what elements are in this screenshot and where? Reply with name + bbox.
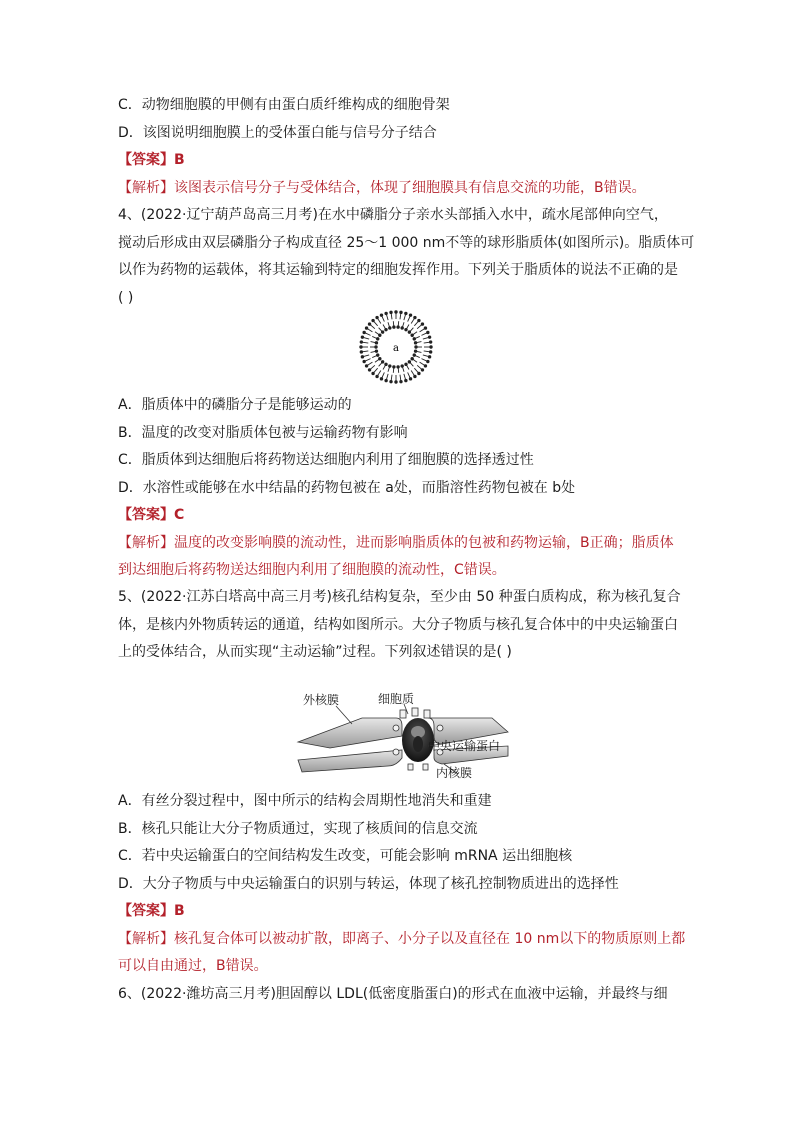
inner-phospholipid-head <box>375 349 378 352</box>
outer-phospholipid-head <box>426 360 429 363</box>
outer-phospholipid-head <box>384 379 387 382</box>
explanation-q4-line2: 到达细胞后将药物送达细胞内利用了细胞膜的流动性，C错误。 <box>118 562 506 578</box>
inner-phospholipid-head <box>414 341 417 344</box>
explanation-q5-line2: 可以自由通过，B错误。 <box>118 958 268 974</box>
question-5-line1: 5、(2022·江苏白塔高中高三月考)核孔结构复杂，至少由 50 种蛋白质构成，称为核孔复合 <box>118 589 681 605</box>
outer-phospholipid-head <box>362 360 365 363</box>
outer-phospholipid-head <box>428 355 431 358</box>
inner-phospholipid-head <box>404 363 407 366</box>
leader-outer-membrane <box>336 706 352 724</box>
inner-phospholipid-head <box>381 360 384 363</box>
option-c-q5: C．若中央运输蛋白的空间结构发生改变，可能会影响 mRNA 运出细胞核 <box>118 848 573 864</box>
outer-phospholipid-head <box>365 364 368 367</box>
outer-phospholipid-head <box>360 340 363 343</box>
option-a-q4: A．脂质体中的磷脂分子是能够运动的 <box>118 397 352 413</box>
question-5-line2: 体，是核内外物质转运的通道，结构如图所示。大分子物质与核孔复合体中的中央运输蛋白 <box>118 617 678 633</box>
label-cytoplasm: 细胞质 <box>378 692 415 706</box>
inner-phospholipid-head <box>400 364 403 367</box>
outer-phospholipid-head <box>368 368 371 371</box>
central-transport-protein <box>413 736 423 752</box>
inner-phospholipid-head <box>384 363 387 366</box>
outer-phospholipid-head <box>426 331 429 334</box>
outer-phospholipid-head <box>429 345 432 348</box>
inner-phospholipid-head <box>400 326 403 329</box>
inner-membrane-left <box>298 750 402 772</box>
inner-phospholipid-head <box>392 365 395 368</box>
inner-phospholipid-head <box>375 341 378 344</box>
outer-phospholipid-head <box>409 377 412 380</box>
outer-phospholipid-head <box>389 311 392 314</box>
outer-phospholipid-head <box>417 372 420 375</box>
inner-phospholipid-head <box>378 357 381 360</box>
option-d-q4: D．水溶性或能够在水中结晶的药物包被在 a处，而脂溶性药物包被在 b处 <box>118 480 576 496</box>
outer-phospholipid-head <box>389 380 392 383</box>
outer-phospholipid-head <box>375 375 378 378</box>
inner-phospholipid-head <box>404 328 407 331</box>
inner-phospholipid-head <box>408 330 411 333</box>
answer-q5: 【答案】B <box>118 903 185 919</box>
outer-phospholipid-head <box>380 377 383 380</box>
outer-phospholipid-head <box>380 313 383 316</box>
outer-phospholipid-head <box>359 345 362 348</box>
outer-phospholipid-head <box>360 350 363 353</box>
outer-phospholipid-head <box>421 322 424 325</box>
question-4-blank: ( ) <box>118 290 134 306</box>
inner-phospholipid-head <box>413 353 416 356</box>
option-c-q4: C．脂质体到达细胞后将药物送达细胞内利用了细胞膜的选择透过性 <box>118 452 534 468</box>
outer-phospholipid-head <box>429 340 432 343</box>
question-4-line2: 搅动后形成由双层磷脂分子构成直径 25～1 000 nm不等的球形脂质体(如图所示)。脂质体可 <box>118 235 695 251</box>
explanation-q3: 【解析】该图表示信号分子与受体结合，体现了细胞膜具有信息交流的功能，B错误。 <box>118 180 646 196</box>
inner-phospholipid-head <box>413 337 416 340</box>
outer-phospholipid-head <box>365 326 368 329</box>
label-central-transport-protein: 中央运输蛋白 <box>428 739 501 753</box>
outer-phospholipid-head <box>404 379 407 382</box>
outer-phospholipid-head <box>413 375 416 378</box>
option-a-q5: A．有丝分裂过程中，图中所示的结构会周期性地消失和重建 <box>118 793 492 809</box>
outer-phospholipid-head <box>409 313 412 316</box>
option-d-q3: D．该图说明细胞膜上的受体蛋白能与信号分子结合 <box>118 125 437 141</box>
outer-phospholipid-head <box>417 319 420 322</box>
outer-phospholipid-head <box>404 312 407 315</box>
outer-phospholipid-head <box>413 316 416 319</box>
question-4-line1: 4、(2022·辽宁葫芦岛高三月考)在水中磷脂分子亲水头部插入水中，疏水尾部伸向空气， <box>118 207 668 223</box>
outer-phospholipid-head <box>424 364 427 367</box>
inner-phospholipid-head <box>374 345 377 348</box>
inner-phospholipid-head <box>410 334 413 337</box>
inner-phospholipid-head <box>408 360 411 363</box>
inner-phospholipid-head <box>414 349 417 352</box>
outer-phospholipid-head <box>371 372 374 375</box>
outer-phospholipid-head <box>394 380 397 383</box>
question-5-line3: 上的受体结合，从而实现“主动运输”过程。下列叙述错误的是( ) <box>118 644 512 660</box>
outer-phospholipid-head <box>375 316 378 319</box>
liposome-label-a: a <box>393 343 399 354</box>
question-6-line1: 6、(2022·潍坊高三月考)胆固醇以 LDL(低密度脂蛋白)的形式在血液中运输，并最终与细 <box>118 986 668 1002</box>
outer-phospholipid-head <box>421 368 424 371</box>
inner-phospholipid-head <box>384 328 387 331</box>
outer-phospholipid-head <box>371 319 374 322</box>
answer-q3: 【答案】B <box>118 152 185 168</box>
inner-phospholipid-head <box>376 337 379 340</box>
question-4-line3: 以作为药物的运载体，将其运输到特定的细胞发挥作用。下列关于脂质体的说法不正确的是 <box>118 262 678 278</box>
outer-phospholipid-head <box>362 331 365 334</box>
outer-phospholipid-head <box>368 322 371 325</box>
option-c-q3: C．动物细胞膜的甲侧有由蛋白质纤维构成的细胞骨架 <box>118 97 450 113</box>
inner-phospholipid-head <box>414 345 417 348</box>
outer-membrane-left <box>298 718 402 748</box>
inner-phospholipid-head <box>388 326 391 329</box>
explanation-q5-line1: 【解析】核孔复合体可以被动扩散，即离子、小分子以及直径在 10 nm以下的物质原则上都 <box>118 931 686 947</box>
liposome-figure <box>358 309 434 385</box>
explanation-q4-line1: 【解析】温度的改变影响膜的流动性，进而影响脂质体的包被和药物运输，B正确；脂质体 <box>118 535 674 551</box>
inner-phospholipid-head <box>396 365 399 368</box>
outer-phospholipid-head <box>361 335 364 338</box>
outer-phospholipid-head <box>394 310 397 313</box>
inner-phospholipid-head <box>388 364 391 367</box>
inner-phospholipid-head <box>376 353 379 356</box>
outer-phospholipid-head <box>399 311 402 314</box>
label-outer-membrane: 外核膜 <box>303 693 340 707</box>
inner-phospholipid-head <box>392 325 395 328</box>
inner-phospholipid-head <box>410 357 413 360</box>
answer-q4: 【答案】C <box>118 507 185 523</box>
inner-phospholipid-head <box>378 334 381 337</box>
outer-phospholipid-head <box>399 380 402 383</box>
outer-phospholipid-head <box>428 335 431 338</box>
inner-phospholipid-head <box>381 330 384 333</box>
option-d-q5: D．大分子物质与中央运输蛋白的识别与转运，体现了核孔控制物质进出的选择性 <box>118 876 619 892</box>
outer-phospholipid-head <box>384 312 387 315</box>
outer-phospholipid-head <box>429 350 432 353</box>
outer-phospholipid-head <box>361 355 364 358</box>
outer-phospholipid-head <box>424 326 427 329</box>
label-inner-membrane: 内核膜 <box>436 766 473 780</box>
inner-phospholipid-head <box>396 325 399 328</box>
option-b-q5: B．核孔只能让大分子物质通过，实现了核质间的信息交流 <box>118 821 478 837</box>
option-b-q4: B．温度的改变对脂质体包被与运输药物有影响 <box>118 425 408 441</box>
